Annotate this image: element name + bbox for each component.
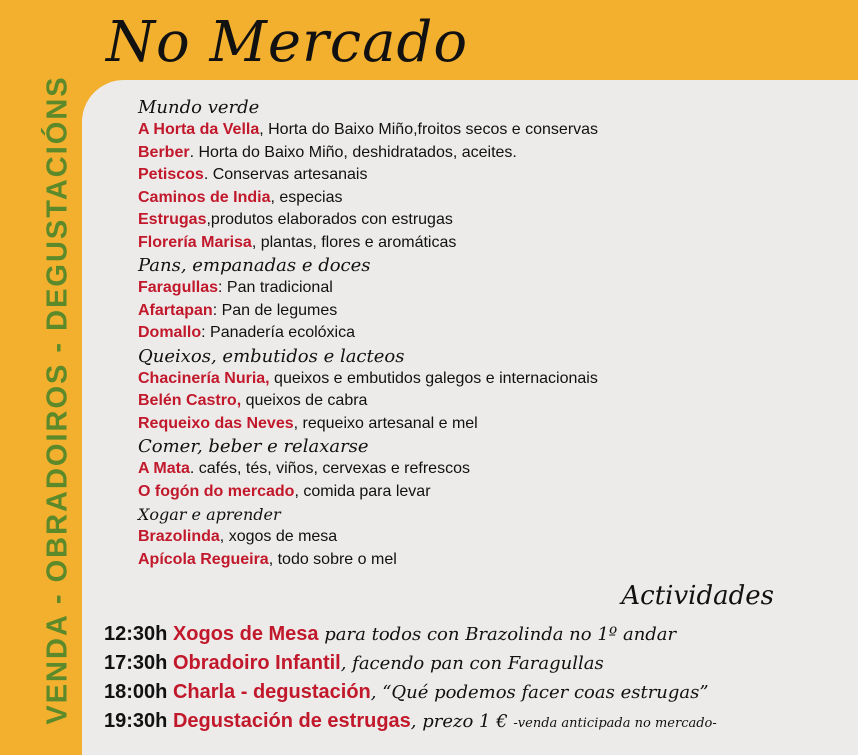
- activity-row: [104, 620, 858, 649]
- vendor-name: Domallo: [138, 324, 202, 341]
- vendor-row: [138, 277, 838, 300]
- category-heading: Queixos, embutidos e lacteos: [138, 345, 405, 367]
- vendor-description: , plantas, flores e aromáticas: [251, 233, 457, 251]
- category-heading: Xogar e aprender: [138, 505, 281, 524]
- activity-name: Charla - degustación: [172, 681, 371, 703]
- vendor-row: [138, 209, 838, 232]
- vendor-description: queixos e embutidos galegos e internacionais: [269, 369, 598, 387]
- vendor-row: [138, 368, 838, 391]
- vendor-name: Chacinería Nuria,: [138, 369, 270, 387]
- page-title: No Mercado: [106, 10, 469, 75]
- category-heading: Comer, beber e relaxarse: [138, 436, 369, 457]
- vendor-name: Afartapan: [138, 301, 213, 319]
- activity-name: Xogos de Mesa: [172, 623, 319, 645]
- vendor-name: Florería Marisa: [138, 233, 252, 251]
- vendor-row: [138, 322, 838, 345]
- vendor-description: . Conservas artesanais: [203, 166, 368, 183]
- vendor-description: , comida para levar: [294, 482, 431, 500]
- vendor-list: [138, 96, 838, 571]
- vendor-row: [138, 458, 838, 481]
- vendor-row: [138, 549, 838, 572]
- activity-time: 18:00h: [104, 681, 168, 703]
- vendor-row: [138, 481, 838, 504]
- category-heading: Pans, empanadas e doces: [138, 255, 371, 276]
- vendor-description: queixos de cabra: [241, 392, 368, 409]
- activity-time: 17:30h: [104, 652, 168, 674]
- activity-note: -venda anticipada no mercado-: [513, 716, 717, 731]
- vendor-name: Requeixo das Neves: [138, 414, 294, 432]
- vendor-row: [138, 526, 838, 549]
- vendor-description: . cafés, tés, viños, cervexas e refrescos: [189, 460, 470, 477]
- activities-title: Actividades: [621, 581, 774, 611]
- vendor-description: : Panadería ecolóxica: [201, 324, 355, 341]
- activity-time: 19:30h: [104, 710, 168, 732]
- vendor-row: [138, 142, 838, 165]
- vendor-description: , requeixo artesanal e mel: [293, 414, 478, 432]
- activity-name: Degustación de estrugas: [172, 710, 411, 732]
- vendor-name: O fogón do mercado: [138, 482, 295, 500]
- vendor-description: . Horta do Baixo Miño, deshidratados, aceites.: [189, 143, 517, 161]
- vendor-row: [138, 119, 838, 142]
- activity-description: , prezo 1 €: [410, 711, 514, 732]
- activity-name: Obradoiro Infantil: [172, 652, 341, 674]
- vendor-row: [138, 413, 838, 436]
- vendor-name: Brazolinda: [138, 528, 220, 545]
- vendor-name: Belén Castro,: [138, 392, 242, 409]
- activity-row: [104, 678, 858, 707]
- activities-list: [104, 620, 858, 736]
- activity-description: , facendo pan con Faragullas: [340, 653, 604, 674]
- activity-description: para todos con Brazolinda no 1º andar: [318, 624, 677, 645]
- side-banner: VENDA - OBRADOIROS - DEGUSTACIÓNS: [41, 75, 74, 725]
- vendor-name: Apícola Regueira: [138, 550, 269, 568]
- activity-description: , “Qué podemos facer coas estrugas”: [370, 682, 709, 703]
- activity-time: 12:30h: [104, 623, 168, 645]
- vendor-description: , Horta do Baixo Miño,froitos secos e conservas: [259, 121, 599, 138]
- vendor-description: ,produtos elaborados con estrugas: [206, 211, 453, 228]
- vendor-name: Faragullas: [138, 279, 219, 296]
- vendor-description: : Pan tradicional: [218, 279, 333, 296]
- vendor-name: Estrugas: [138, 211, 207, 228]
- vendor-description: : Pan de legumes: [212, 301, 338, 319]
- vendor-description: , todo sobre o mel: [268, 550, 397, 568]
- activity-row: [104, 707, 858, 736]
- vendor-description: , especias: [270, 188, 343, 206]
- category-heading: Mundo verde: [138, 97, 260, 118]
- vendor-name: Caminos de India: [138, 188, 271, 206]
- vendor-row: [138, 300, 838, 323]
- vendor-name: A Horta da Vella: [138, 121, 260, 138]
- vendor-row: [138, 187, 838, 210]
- activity-row: [104, 649, 858, 678]
- vendor-name: Petiscos: [138, 166, 204, 183]
- vendor-name: A Mata: [138, 460, 190, 477]
- vendor-row: [138, 390, 838, 413]
- vendor-description: , xogos de mesa: [219, 528, 338, 545]
- vendor-row: [138, 232, 838, 255]
- vendor-name: Berber: [138, 143, 190, 161]
- vendor-row: [138, 164, 838, 187]
